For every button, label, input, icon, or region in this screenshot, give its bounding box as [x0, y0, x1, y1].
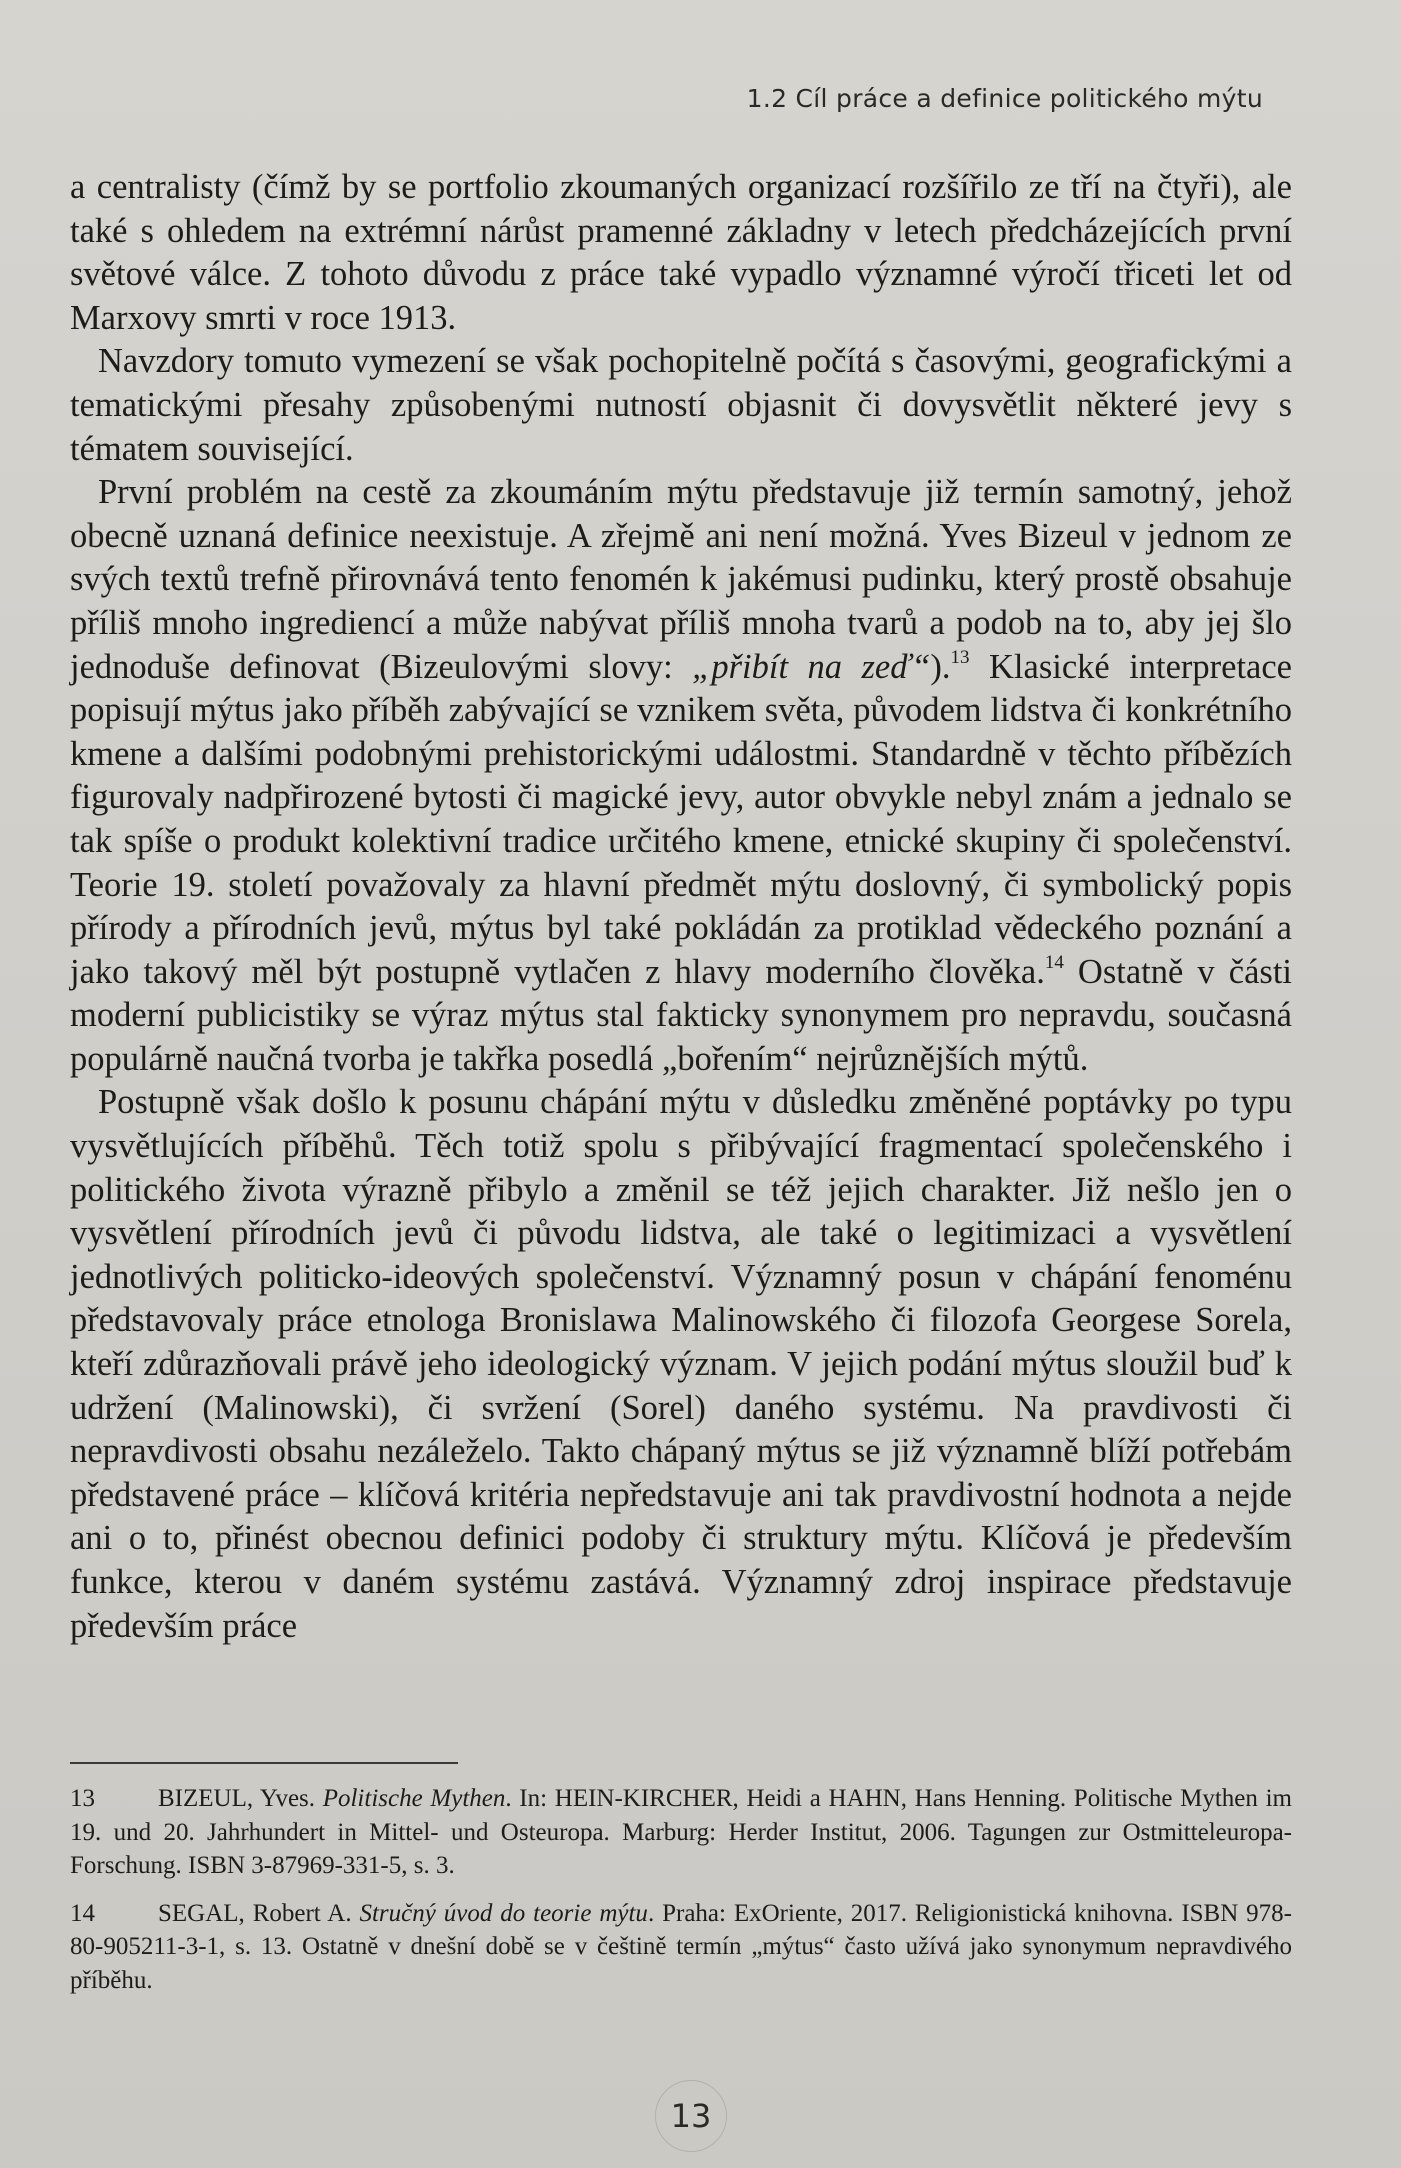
paragraph-3-text-d: Ostatně v části moderní publicistiky se výraz mýtus stal fakticky synonymem pro nepravdu, současná populárně naučná tvorba je takřka posedlá „bořením“ nejrůznějších mýtů. [70, 952, 1292, 1078]
paragraph-3 [70, 471, 1292, 1081]
footnote-14 [70, 1897, 1292, 1998]
footnote-number: 13 [70, 1785, 95, 1812]
paragraph-1: a centralisty (čímž by se portfolio zkoumaných organizací rozšířilo ze tří na čtyři), ale také s ohledem na extrémní nárůst pramenné základny v letech předcházejících první světové válce. Z tohoto důvodu z práce také vypadlo významné výročí třiceti let od Marxovy smrti v roce 1913. [70, 168, 1292, 337]
footnote-text-b: . In: HEIN-KIRCHER, Heidi a HAHN, Hans Henning. Politische Mythen im 19. und 20. Jahrhundert in Mittel- und Osteuropa. Marburg: Herder Institut, 2006. Tagungen zur Ostmitteleuropa-Forschung. ISBN 3-87969-331-5, s. 3. [70, 1785, 1292, 1879]
footnote-title: Stručný úvod do teorie mýtu [359, 1899, 648, 1927]
footnote-title: Politische Mythen [322, 1785, 506, 1812]
paragraph-2: Navzdory tomuto vymezení se však pochopitelně počítá s časovými, geografickými a tematickými přesahy způsobenými nutností objasnit či dovysvětlit některé jevy s tématem související. [70, 342, 1292, 468]
paragraph-3-text-b: ). [930, 647, 951, 686]
footnote-ref-13[interactable]: 13 [950, 647, 970, 669]
paragraph-3-text-c: Klasické interpretace popisují mýtus jako příběh zabývající se vznikem světa, původem lidstva či konkrétního kmene a dalšími podobnými prehistorickými událostmi. Standardně v těchto příbězích figurovaly nadpřirozené bytosti či magické jevy, autor obvykle nebyl znám a jednalo se tak spíše o produkt kolektivní tradice určitého kmene, etnické skupiny či společenství. Teorie 19. století považovaly za hlavní předmět mýtu doslovný, či symbolický popis přírody a přírodních jevů, mýtus byl také pokládán za protiklad vědeckého poznání a jako takový měl být postupně vytlačen z hlavy moderního člověka. [70, 647, 1292, 991]
page-number: 13 [655, 2080, 727, 2152]
footnotes [70, 1782, 1292, 2011]
footnote-text-a: SEGAL, Robert A. [158, 1899, 360, 1927]
running-header: 1.2 Cíl práce a definice politického mýtu [746, 84, 1263, 113]
paragraph-3-text-a: První problém na cestě za zkoumáním mýtu představuje již termín samotný, jehož obecně uznaná definice neexistuje. A zřejmě ani není možná. Yves Bizeul v jednom ze svých textů trefně přirovnává tento fenomén k jakémusi pudinku, který prostě obsahuje příliš mnoho ingrediencí a může nabývat příliš mnoha tvarů a podob na to, aby jej šlo jednoduše definovat (Bizeulovými slovy: [70, 473, 1292, 686]
footnote-divider [70, 1762, 458, 1764]
footnote-number: 14 [70, 1899, 95, 1927]
body-text [70, 166, 1292, 1648]
footnote-text-b: . Praha: ExOriente, 2017. Religionistická knihovna. ISBN 978-80-905211-3-1, s. 13. Ostatně v dnešní době se v češtině termín „mýtus“ často užívá jako synonymum nepravdivého příběhu. [70, 1899, 1293, 1994]
paragraph-4: Postupně však došlo k posunu chápání mýtu v důsledku změněné poptávky po typu vysvětlujících příběhů. Těch totiž spolu s přibývající fragmentací společenského i politického života výrazně přibylo a změnil se též jejich charakter. Již nešlo jen o vysvětlení přírodních jevů či původu lidstva, ale také o legitimizaci a vysvětlení jednotlivých politicko-ideových společenství. Významný posun v chápání fenoménu představovaly práce etnologa Bronislawa Malinowského či filozofa Georgese Sorela, kteří zdůrazňovali právě jeho ideologický význam. V jejich podání mýtus sloužil buď k udržení (Malinowski), či svržení (Sorel) daného systému. Na pravdivosti či nepravdivosti obsahu nezáleželo. Takto chápaný mýtus se již významně blíží potřebám představené práce – klíčová kritéria nepředstavuje ani tak pravdivostní hodnota a nejde ani o to, přinést obecnou definici podoby či struktury mýtu. Klíčová je především funkce, kterou v daném systému zastává. Významný zdroj inspirace představuje především práce [70, 1083, 1292, 1645]
footnote-text-a: BIZEUL, Yves. [158, 1785, 323, 1812]
footnote-ref-14[interactable]: 14 [1044, 952, 1064, 974]
italic-quote: „přibít na zeď“ [692, 647, 931, 686]
footnote-13 [70, 1782, 1292, 1883]
